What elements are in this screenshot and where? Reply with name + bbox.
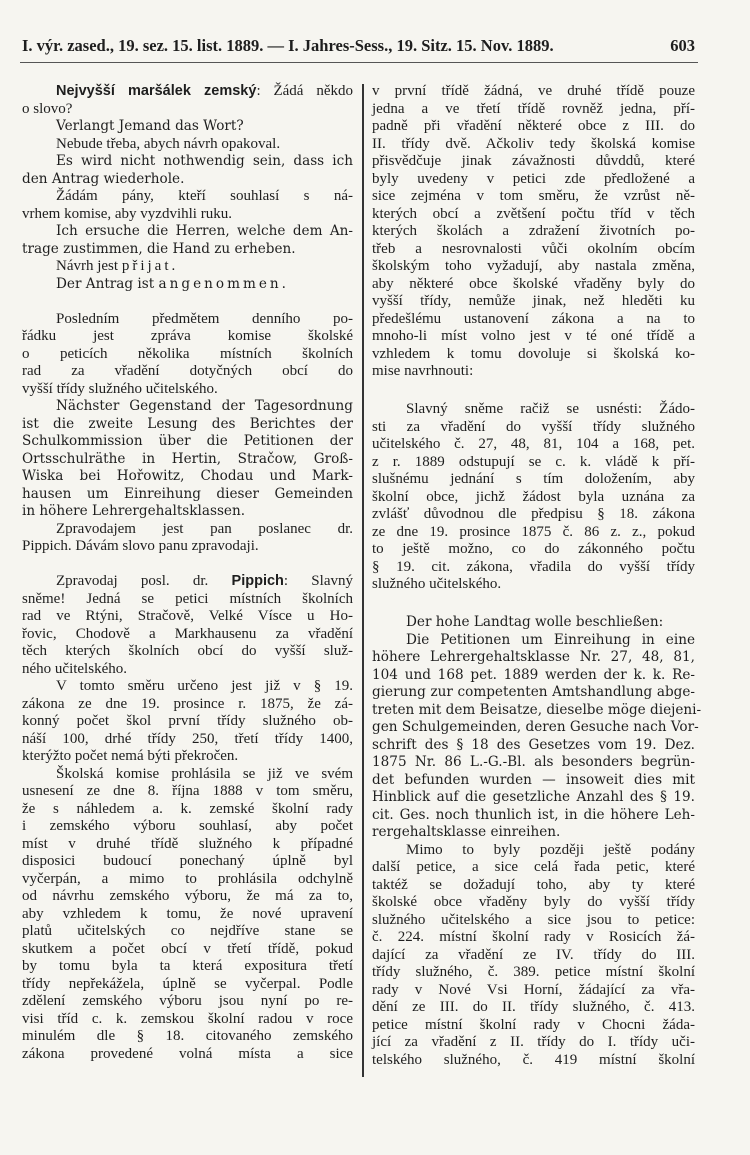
text-line: V tomto směru určeno jest již v § 19. <box>56 678 353 694</box>
paragraph <box>372 631 702 842</box>
text-line: sice zejména v tom směru, že vzrůst ně- <box>372 188 695 204</box>
text-segment: Schulkommission über die Petitionen der <box>22 433 353 449</box>
text-line: aby vzhledem k tomu, že nové upravení <box>22 905 353 922</box>
text-line: Zpravodajem jest pan poslanec dr. <box>56 520 353 537</box>
text-line: usnesení ze dne 8. října 1888 v tom směru, <box>22 783 353 799</box>
text-line: disposici budoucí ponechaný úplně byl <box>22 853 353 869</box>
text-line <box>22 433 353 451</box>
text-line: školní obce, jichž žádost byla uznána za <box>372 488 695 505</box>
text-line: II. třídy dvě. Ačkoliv tedy školská komise <box>372 135 695 152</box>
text-segment: Es wird nicht nothwendig sein, dass ich <box>56 153 353 169</box>
text-line: to ještě možno, co do zákonného počtu <box>372 541 695 557</box>
text-segment: höhere Lehrergehaltsklasse Nr. 27, 48, 81, <box>372 649 695 665</box>
text-line: vyšší třídy služného učitelského. <box>22 380 218 397</box>
text-segment: Verlangt Jemand das Wort? <box>56 118 244 134</box>
text-segment: Die Petitionen um Einreihung in eine <box>406 631 695 648</box>
text-line <box>22 118 353 136</box>
paragraph <box>22 223 353 258</box>
text-segment: Hinblick auf die gesetzliche Anzahl des § 19. <box>372 789 695 805</box>
text-segment: Nächster Gegenstand der Tagesordnung <box>56 398 353 414</box>
page-number: 603 <box>670 36 695 55</box>
text-segment: angenommen. <box>158 275 289 292</box>
text-line: vyšší třídy, nemůže jinak, než hleděti ku <box>372 293 695 309</box>
text-line: o slovo? <box>22 100 73 117</box>
text-line: školským toho vyžadují, aby nastala změna, <box>372 258 695 274</box>
text-section <box>372 401 695 594</box>
text-line: minulém dle § 18. citovaného zemského <box>22 1028 353 1044</box>
text-segment: Der Antrag ist <box>56 275 159 292</box>
text-line <box>22 416 353 434</box>
text-line: zdělení zemského výboru jsou nyní po re- <box>22 993 353 1009</box>
text-line <box>22 468 353 486</box>
text-line: těch kterých školních obcí do vyšší služ- <box>22 643 353 659</box>
paragraph <box>22 276 353 294</box>
text-section <box>22 83 353 293</box>
paragraph <box>22 521 353 556</box>
text-segment: schrift des § 18 des Gesetzes vom 19. Dez. <box>372 736 695 753</box>
text-line: § 19. cit. zákona, vřadila do vyšší třídy <box>372 558 695 575</box>
text-line <box>22 503 353 521</box>
text-line <box>372 684 695 702</box>
text-line <box>22 171 353 189</box>
text-line: předešlému ustanovení zákona a na to <box>372 310 695 327</box>
paragraph <box>372 83 695 381</box>
text-line: mnoho-li míst volno jest v té oné třídě a <box>372 328 695 344</box>
text-segment: cit. Ges. noch thunlich ist, in die höhere Leh- <box>372 806 695 823</box>
text-line: vyčerpán, a mimo to prohlásila odchylně <box>22 870 353 887</box>
text-line <box>22 451 353 469</box>
text-line <box>22 486 353 504</box>
text-line: Školská komise prohlásila se již ve svém <box>56 765 353 782</box>
text-segment: : Slavný <box>283 573 353 589</box>
text-line <box>372 772 695 790</box>
text-line: vrhem komise, aby vyzdvihli ruku. <box>22 205 232 222</box>
text-line: skutkem a počet obcí v třetí třídě, pokud <box>22 940 353 957</box>
text-line: rad ve Rtýni, Stračově, Velké Vísce u Ho- <box>22 608 353 624</box>
paragraph <box>22 258 353 276</box>
text-line: ze dne 19. prosince 1875 č. 86 z. z., pokud <box>372 523 695 540</box>
text-line: služného učitelského. <box>372 576 502 592</box>
speaker-name: Pippich <box>231 573 284 589</box>
text-line: vzhledem k tomu dovoluje si školská ko- <box>372 345 695 362</box>
text-line: že s náhledem a. k. zemské školní rady <box>22 800 353 817</box>
text-segment: ist die zweite Lesung des Berichtes der <box>22 415 353 432</box>
text-line <box>22 258 353 276</box>
text-line: náší 100, drhé třídy 250, třetí třídy 1400, <box>22 730 353 747</box>
text-line <box>372 789 695 807</box>
text-segment: Der hohe Landtag wolle beschließen: <box>406 614 664 630</box>
text-line <box>372 701 702 720</box>
text-line: řovic, Chodově a Markhausenu za vřadění <box>22 625 353 642</box>
text-segment: det befunden wurden — insoweit dies mit <box>372 771 695 788</box>
text-segment: Ortsschulräthe in Hertin, Stračow, Groß- <box>22 450 353 467</box>
text-line: slušnému jednání s tím doložením, aby <box>372 471 695 487</box>
paragraph <box>22 573 353 678</box>
text-segment: : Žádá někdo <box>256 83 353 99</box>
text-line: Žádám pány, kteří souhlasí s ná- <box>56 188 353 204</box>
text-line <box>22 83 353 101</box>
text-line: kterých obcí a zvětšení počtu tříd v těch <box>372 205 695 222</box>
text-line: učitelského č. 27, 48, 81, 104 a 168, pet. <box>372 436 695 452</box>
text-segment: přijat. <box>121 258 179 274</box>
text-line: třeb a nesrovnalosti vůči okolním obcím <box>372 240 695 257</box>
text-segment: 104 und 168 pet. 1889 werden der k. k. Re- <box>372 666 695 683</box>
text-line: o peticích několika místních školních <box>22 345 353 362</box>
text-line: by tomu byla ta která expositura třetí <box>22 958 353 974</box>
text-section <box>22 311 353 556</box>
text-segment: 1875 Nr. 86 L.-G.-Bl. als besonders begrün- <box>372 754 695 770</box>
text-line: další petice, a sice celá řada petic, které <box>372 859 695 875</box>
paragraph <box>22 83 353 118</box>
text-line: z r. 1889 odstupují se c. k. vládě k pří- <box>372 453 695 470</box>
paragraph <box>22 188 353 223</box>
text-segment: gierung zur competenten Amtshandlung abge- <box>372 684 695 700</box>
text-line: aby některé obce školské vřaděny byly do <box>372 275 695 292</box>
text-line: visi tříd c. k. zemskou školní radou v roce <box>22 1010 353 1027</box>
text-line: Slavný sněme račiž se usnésti: Žádo- <box>406 401 695 417</box>
paragraph <box>372 614 695 632</box>
text-line: v první třídě žádná, ve druhé třídě pouze <box>372 83 695 99</box>
text-line: Pippich. Dávám slovo panu zpravodaji. <box>22 538 259 554</box>
text-line <box>22 223 353 241</box>
text-section <box>22 573 353 1063</box>
text-line: mise navrhnouti: <box>372 363 474 379</box>
text-line: kterých školách a zdražení životních po- <box>372 223 695 239</box>
text-line <box>372 632 695 650</box>
text-line <box>372 614 695 632</box>
text-line <box>22 153 353 171</box>
text-line: byly uvedeny v petici zde předložené a <box>372 170 695 187</box>
text-line: č. 224. místní školní rady v Rosicích žá- <box>372 929 695 945</box>
text-segment: den Antrag wiederhole. <box>22 170 185 187</box>
text-segment: hausen um Einreihung dieser Gemeinden <box>22 485 353 502</box>
right-column <box>372 83 702 1069</box>
text-line: služného učitelského a sice jsou to petice: <box>372 911 695 928</box>
header-rule <box>20 62 698 63</box>
paragraph <box>22 136 353 154</box>
paragraph <box>372 842 695 1070</box>
paragraph <box>22 398 353 521</box>
text-line: řádku jest zpráva komise školské <box>22 328 353 344</box>
text-line: třídy nepřekážela, úplně se vyčerpal. Podle <box>22 975 353 992</box>
header-title: I. výr. zased., 19. sez. 15. list. 1889. — I. Jahres-Sess., 19. Sitz. 15. Nov. 1889. <box>22 36 554 55</box>
text-line <box>372 807 695 825</box>
text-segment: gen Schulgemeinden, deren Gesuche nach Vor- <box>372 719 699 735</box>
text-line <box>22 241 353 259</box>
text-line: školské obce vřaděny byly do vyšší třídy <box>372 894 695 910</box>
text-line: dění ze III. do II. třídy služného, č. 413. <box>372 999 695 1015</box>
text-line <box>372 649 695 667</box>
text-line: zvlášť důvodnou dle předpisu § 18. zákona <box>372 506 695 522</box>
text-line: třídy služného, č. 389. petice místní školní <box>372 964 695 980</box>
text-line <box>372 719 699 737</box>
text-segment: treten mit dem Beisatze, dieselbe möge diejeni- <box>372 701 702 718</box>
running-header <box>22 35 695 57</box>
text-line: Mimo to byly později ještě podány <box>406 841 695 858</box>
text-line: i zemského výboru souhlasí, aby počet <box>22 818 353 834</box>
text-line: petice místní školní rady v Chocni žáda- <box>372 1016 695 1033</box>
text-line: jící za vřadění z II. třídy do I. třídy uči- <box>372 1034 695 1050</box>
column-divider <box>362 84 364 1077</box>
text-line: telského služného, č. 419 místní školní <box>372 1051 695 1068</box>
text-line <box>22 573 353 591</box>
text-line: taktéž se dožadují toho, aby ty které <box>372 876 695 893</box>
text-line: kterýžto počet nemá býti překročen. <box>22 748 239 764</box>
text-section <box>372 614 702 1069</box>
text-line <box>372 737 695 755</box>
paragraph <box>22 153 353 188</box>
text-line: sněme! Jedná se petici místních školních <box>22 590 353 607</box>
text-segment: rergehaltsklasse einreihen. <box>372 824 561 840</box>
text-line: rad za vřadění dotyčných obcí do <box>22 363 353 379</box>
text-segment: Návrh jest <box>56 258 122 274</box>
text-line <box>372 667 695 685</box>
text-line: platů učitelských co nejdříve stane se <box>22 923 353 939</box>
text-segment: Ich ersuche die Herren, welche dem An- <box>56 223 353 239</box>
text-line: zákona ze dne 19. prosince r. 1875, že zá- <box>22 695 353 712</box>
speaker-name: Nejvyšší maršálek zemský <box>56 83 257 99</box>
text-line: od návrhu zemského výboru, že má za to, <box>22 888 353 904</box>
text-segment: in höhere Lehrergehaltsklassen. <box>22 503 246 519</box>
paragraph <box>22 118 353 136</box>
paragraph <box>22 311 353 399</box>
text-line: ného učitelského. <box>22 660 127 677</box>
text-segment: Wiska bei Hořowitz, Chodau und Mark- <box>22 468 353 484</box>
text-line: rady v Nové Vsi Horní, žádající za vřa- <box>372 981 695 998</box>
text-line: jedna a ve třetí třídě rovněž jedna, pří- <box>372 100 695 117</box>
paragraph <box>22 766 353 1064</box>
text-line: Posledním předmětem denního po- <box>56 310 353 327</box>
text-line <box>372 824 695 842</box>
paragraph <box>372 401 695 594</box>
text-segment: Zpravodaj posl. dr. <box>56 573 232 589</box>
text-line <box>22 276 353 294</box>
text-line: zákona provedené volná místa a sice <box>22 1045 353 1062</box>
text-line: padně při vřadění některé obce z III. do <box>372 118 695 134</box>
left-column <box>22 83 353 1063</box>
text-line: dající za vřadění ze IV. třídy do III. <box>372 946 695 963</box>
text-line: přisvědčuje jinak závažnosti důvddů, které <box>372 153 695 169</box>
text-line: konný počet škol první třídy služného ob- <box>22 713 353 729</box>
text-line: Nebude třeba, abych návrh opakoval. <box>56 135 281 152</box>
text-segment: trage zustimmen, die Hand zu erheben. <box>22 240 296 257</box>
text-line: sti za vřadění do vyšší třídy služného <box>372 418 695 435</box>
text-line <box>22 398 353 416</box>
text-line <box>372 754 695 772</box>
paragraph <box>22 678 353 766</box>
text-section <box>372 83 695 381</box>
text-line: míst v druhé třídě služného k případné <box>22 835 353 852</box>
